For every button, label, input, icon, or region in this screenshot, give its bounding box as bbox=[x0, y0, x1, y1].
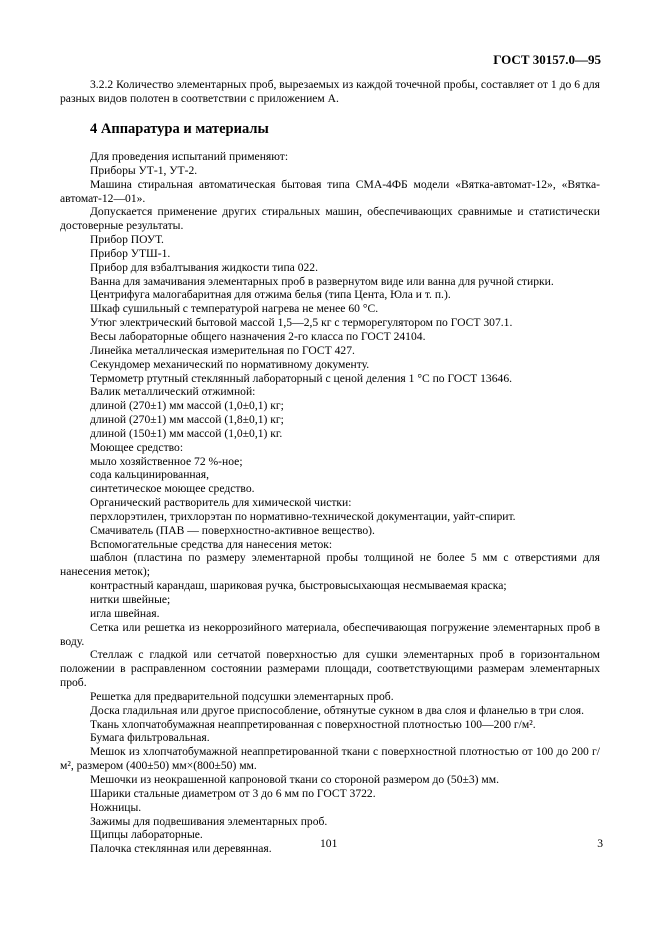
paragraph: Шкаф сушильный с температурой нагрева не менее 60 °С. bbox=[90, 302, 379, 316]
paragraph: Смачиватель (ПАВ — поверхностно-активное вещество). bbox=[90, 523, 375, 537]
paragraph: перхлорэтилен, трихлорэтан по нормативно-технической документации, уайт-спирит. bbox=[90, 509, 516, 523]
paragraph: Мешочки из неокрашенной капроновой ткани со стороной размером до (50±3) мм. bbox=[90, 772, 499, 786]
paragraph: Прибор для взбалтывания жидкости типа 022. bbox=[90, 260, 318, 274]
paragraph: Вспомогательные средства для нанесения меток: bbox=[90, 537, 333, 551]
equipment-list bbox=[60, 150, 600, 856]
paragraph: 3.2.2 Количество элементарных проб, вырезаемых из каждой точечной пробы, составляет от 1 до 6 для разных видов полотен в соответствии с приложением А. bbox=[60, 78, 600, 105]
paragraph: Центрифуга малогабаритная для отжима белья (типа Цента, Юла и т. п.). bbox=[90, 288, 451, 302]
paragraph: Стеллаж с гладкой или сетчатой поверхностью для сушки элементарных проб в горизонтальном положении в расправленном состоянии размерами площади, соответствующими размерам элементарных проб. bbox=[60, 648, 600, 690]
intro-text bbox=[60, 78, 600, 106]
paragraph: нитки швейные; bbox=[90, 593, 171, 606]
paragraph: длиной (270±1) мм массой (1,0±0,1) кг; bbox=[90, 399, 284, 413]
paragraph: Ткань хлопчатобумажная неаппретированная с поверхностной плотностью 100—200 г/м². bbox=[90, 717, 536, 731]
paragraph: Мешок из хлопчатобумажной неаппретированной ткани с поверхностной плотностью от 100 до 200 г/м², размером (400±50) мм×(800±50) мм. bbox=[60, 745, 600, 773]
paragraph: Зажимы для подвешивания элементарных проб. bbox=[90, 814, 328, 828]
document-code-header: ГОСТ 30157.0—95 bbox=[493, 52, 601, 67]
paragraph: мыло хозяйственное 72 %-ное; bbox=[90, 454, 243, 468]
sheet-number: 3 bbox=[597, 837, 603, 850]
paragraph: сода кальцинированная, bbox=[90, 468, 209, 482]
paragraph: Бумага фильтровальная. bbox=[90, 731, 210, 745]
paragraph: контрастный карандаш, шариковая ручка, быстровысыхающая несмываемая краска; bbox=[90, 579, 507, 593]
paragraph: Весы лабораторные общего назначения 2-го класса по ГОСТ 24104. bbox=[90, 329, 426, 343]
paragraph: Решетка для предварительной подсушки элементарных проб. bbox=[90, 689, 394, 703]
paragraph: Линейка металлическая измерительная по ГОСТ 427. bbox=[90, 343, 355, 357]
paragraph: Ванна для замачивания элементарных проб в развернутом виде или ванна для ручной стирки. bbox=[90, 274, 554, 288]
section-title: 4 Аппаратура и материалы bbox=[90, 121, 269, 137]
paragraph: Машина стиральная автоматическая бытовая типа СМА-4ФБ модели «Вятка-автомат-12», «Вятка-автомат-12—01». bbox=[60, 177, 600, 205]
paragraph: шаблон (пластина по размеру элементарной пробы толщиной не более 5 мм с отверстиями для нанесения меток); bbox=[60, 551, 600, 579]
page-number: 101 bbox=[320, 837, 338, 850]
paragraph: Для проведения испытаний применяют: bbox=[90, 150, 289, 163]
paragraph: Ножницы. bbox=[90, 800, 142, 814]
paragraph: длиной (270±1) мм массой (1,8±0,1) кг; bbox=[90, 413, 284, 427]
paragraph: Моющее средство: bbox=[90, 440, 184, 454]
paragraph: Доска гладильная или другое приспособление, обтянутые сукном в два слоя и фланелью в три слоя. bbox=[90, 703, 584, 717]
paragraph: Шарики стальные диаметром от 3 до 6 мм по ГОСТ 3722. bbox=[90, 786, 376, 800]
paragraph: Допускается применение других стиральных машин, обеспечивающих сравнимые и статистически достоверные результаты. bbox=[60, 205, 600, 233]
paragraph: синтетическое моющее средство. bbox=[90, 482, 255, 496]
paragraph: Палочка стеклянная или деревянная. bbox=[90, 842, 272, 856]
paragraph: длиной (150±1) мм массой (1,0±0,1) кг. bbox=[90, 426, 283, 440]
paragraph: Прибор ПОУТ. bbox=[90, 233, 164, 247]
paragraph: Приборы УТ-1, УТ-2. bbox=[90, 163, 198, 177]
paragraph: Секундомер механический по нормативному документу. bbox=[90, 357, 370, 371]
paragraph: Утюг электрический бытовой массой 1,5—2,5 кг с терморегулятором по ГОСТ 307.1. bbox=[90, 316, 513, 330]
paragraph: Прибор УТШ-1. bbox=[90, 246, 171, 260]
paragraph: игла швейная. bbox=[90, 606, 160, 620]
paragraph: Щипцы лабораторные. bbox=[90, 828, 203, 842]
paragraph: Термометр ртутный стеклянный лабораторный с ценой деления 1 °С по ГОСТ 13646. bbox=[90, 371, 513, 385]
paragraph: Сетка или решетка из некоррозийного материала, обеспечивающая погружение элементарных проб в воду. bbox=[60, 620, 600, 648]
paragraph: Органический растворитель для химической чистки: bbox=[90, 496, 352, 510]
paragraph: Валик металлический отжимной: bbox=[90, 385, 256, 399]
